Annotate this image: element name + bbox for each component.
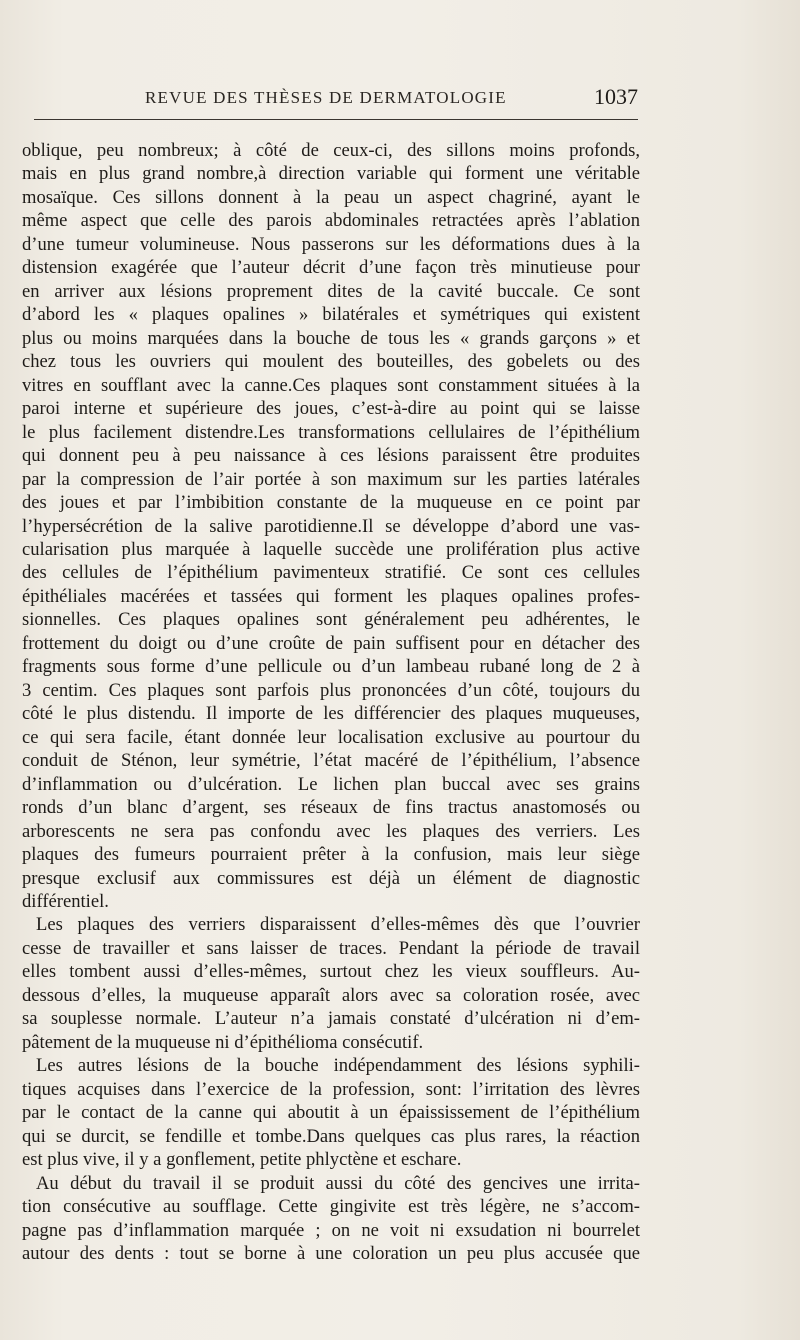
text-line: épithéliales macérées et tassées qui forment les plaques opalines profes- <box>22 585 640 607</box>
text-line: fragments sous forme d’une pellicule ou d’un lambeau rubané long de 2 à <box>22 656 640 678</box>
text-line: Les plaques des verriers disparaissent d’elles-mêmes dès que l’ouvrier <box>36 914 640 936</box>
text-line: vitres en soufflant avec la canne.Ces plaques sont constamment situées à la <box>22 374 640 396</box>
text-line: 3 centim. Ces plaques sont parfois plus prononcées d’un côté, toujours du <box>22 679 640 701</box>
text-line: presque exclusif aux commissures est déjà un élément de diagnostic <box>22 867 640 889</box>
text-line: mosaïque. Ces sillons donnent à la peau un aspect chagriné, ayant le <box>22 186 640 208</box>
page-header <box>30 84 640 112</box>
text-line: elles tombent aussi d’elles-mêmes, surtout chez les vieux souffleurs. Au- <box>22 961 640 983</box>
text-line: le plus facilement distendre.Les transformations cellulaires de l’épithélium <box>22 421 640 443</box>
text-line: distension exagérée que l’auteur décrit d’une façon très minutieuse pour <box>22 257 640 279</box>
text-line: des cellules de l’épithélium pavimenteux stratifié. Ce sont ces cellules <box>22 562 640 584</box>
text-line: par le contact de la canne qui aboutit à un épaississement de l’épithélium <box>22 1102 640 1124</box>
text-line: tiques acquises dans l’exercice de la profession, sont: l’irritation des lèvres <box>22 1078 640 1100</box>
text-line: pâtement de la muqueuse ni d’épithélioma consécutif. <box>22 1031 424 1053</box>
text-line: par la compression de l’air portée à son maximum sur les parties latérales <box>22 468 640 490</box>
text-line: qui donnent peu à peu naissance à ces lésions paraissent être produites <box>22 445 640 467</box>
body-text <box>22 139 640 1266</box>
text-line: ce qui sera facile, étant donnée leur localisation exclusive au pourtour du <box>22 726 640 748</box>
text-line: paroi interne et supérieure des joues, c’est-à-dire au point qui se laisse <box>22 398 640 420</box>
text-line: ronds d’un blanc d’argent, ses réseaux de fins tractus anastomosés ou <box>22 797 640 819</box>
text-line: en arriver aux lésions proprement dites de la cavité buccale. Ce sont <box>22 280 640 302</box>
text-line: mais en plus grand nombre,à direction variable qui forment une véritable <box>22 163 640 185</box>
text-line: Les autres lésions de la bouche indépendamment des lésions syphili- <box>36 1055 640 1077</box>
text-line: tion consécutive au soufflage. Cette gingivite est très légère, ne s’accom- <box>22 1196 640 1218</box>
text-line: autour des dents : tout se borne à une coloration un peu plus accusée que <box>22 1243 640 1265</box>
text-line: frottement du doigt ou d’une croûte de pain suffisent pour en détacher des <box>22 632 640 654</box>
text-line: oblique, peu nombreux; à côté de ceux-ci, des sillons moins profonds, <box>22 140 640 161</box>
text-line: Au début du travail il se produit aussi du côté des gencives une irrita- <box>36 1172 640 1194</box>
text-line: sa souplesse normale. L’auteur n’a jamais constaté d’ulcération ni d’em- <box>22 1008 640 1030</box>
text-line: conduit de Sténon, leur symétrie, l’état macéré de l’épithélium, l’absence <box>22 750 640 772</box>
text-line: sionnelles. Ces plaques opalines sont généralement peu adhérentes, le <box>22 609 640 631</box>
text-line: différentiel. <box>22 891 109 912</box>
text-line: cesse de travailler et sans laisser de traces. Pendant la période de travail <box>22 937 640 959</box>
text-line: cularisation plus marquée à laquelle succède une prolifération plus active <box>22 538 640 560</box>
header-rule <box>34 119 638 120</box>
text-line: pagne pas d’inflammation marquée ; on ne voit ni exsudation ni bourrelet <box>22 1219 640 1241</box>
text-line: chez tous les ouvriers qui moulent des bouteilles, des gobelets ou des <box>22 351 640 373</box>
text-line: côté le plus distendu. Il importe de les différencier des plaques muqueuses, <box>22 703 640 725</box>
text-line: d’abord les « plaques opalines » bilatérales et symétriques qui existent <box>22 304 640 326</box>
text-line: d’une tumeur volumineuse. Nous passerons sur les déformations dues à la <box>22 233 640 255</box>
page-number: 1037 <box>594 84 638 109</box>
text-line: est plus vive, il y a gonflement, petite phlyctène et eschare. <box>22 1149 462 1171</box>
text-line: arborescents ne sera pas confondu avec les plaques des verriers. Les <box>22 820 640 842</box>
running-head: REVUE DES THÈSES DE DERMATOLOGIE <box>145 88 507 107</box>
text-line: plus ou moins marquées dans la bouche de tous les « grands garçons » et <box>22 327 640 349</box>
text-line: l’hypersécrétion de la salive parotidienne.Il se développe d’abord une vas- <box>22 515 640 537</box>
text-line: même aspect que celle des parois abdominales retractées après l’ablation <box>22 210 640 232</box>
text-line: plaques des fumeurs pourraient prêter à la confusion, mais leur siège <box>22 844 640 866</box>
text-line: qui se durcit, se fendille et tombe.Dans quelques cas plus rares, la réaction <box>22 1125 640 1147</box>
text-line: d’inflammation ou d’ulcération. Le lichen plan buccal avec ses grains <box>22 773 640 795</box>
text-line: dessous d’elles, la muqueuse apparaît alors avec sa coloration rosée, avec <box>22 984 640 1006</box>
text-line: des joues et par l’imbibition constante de la muqueuse en ce point par <box>22 492 640 514</box>
